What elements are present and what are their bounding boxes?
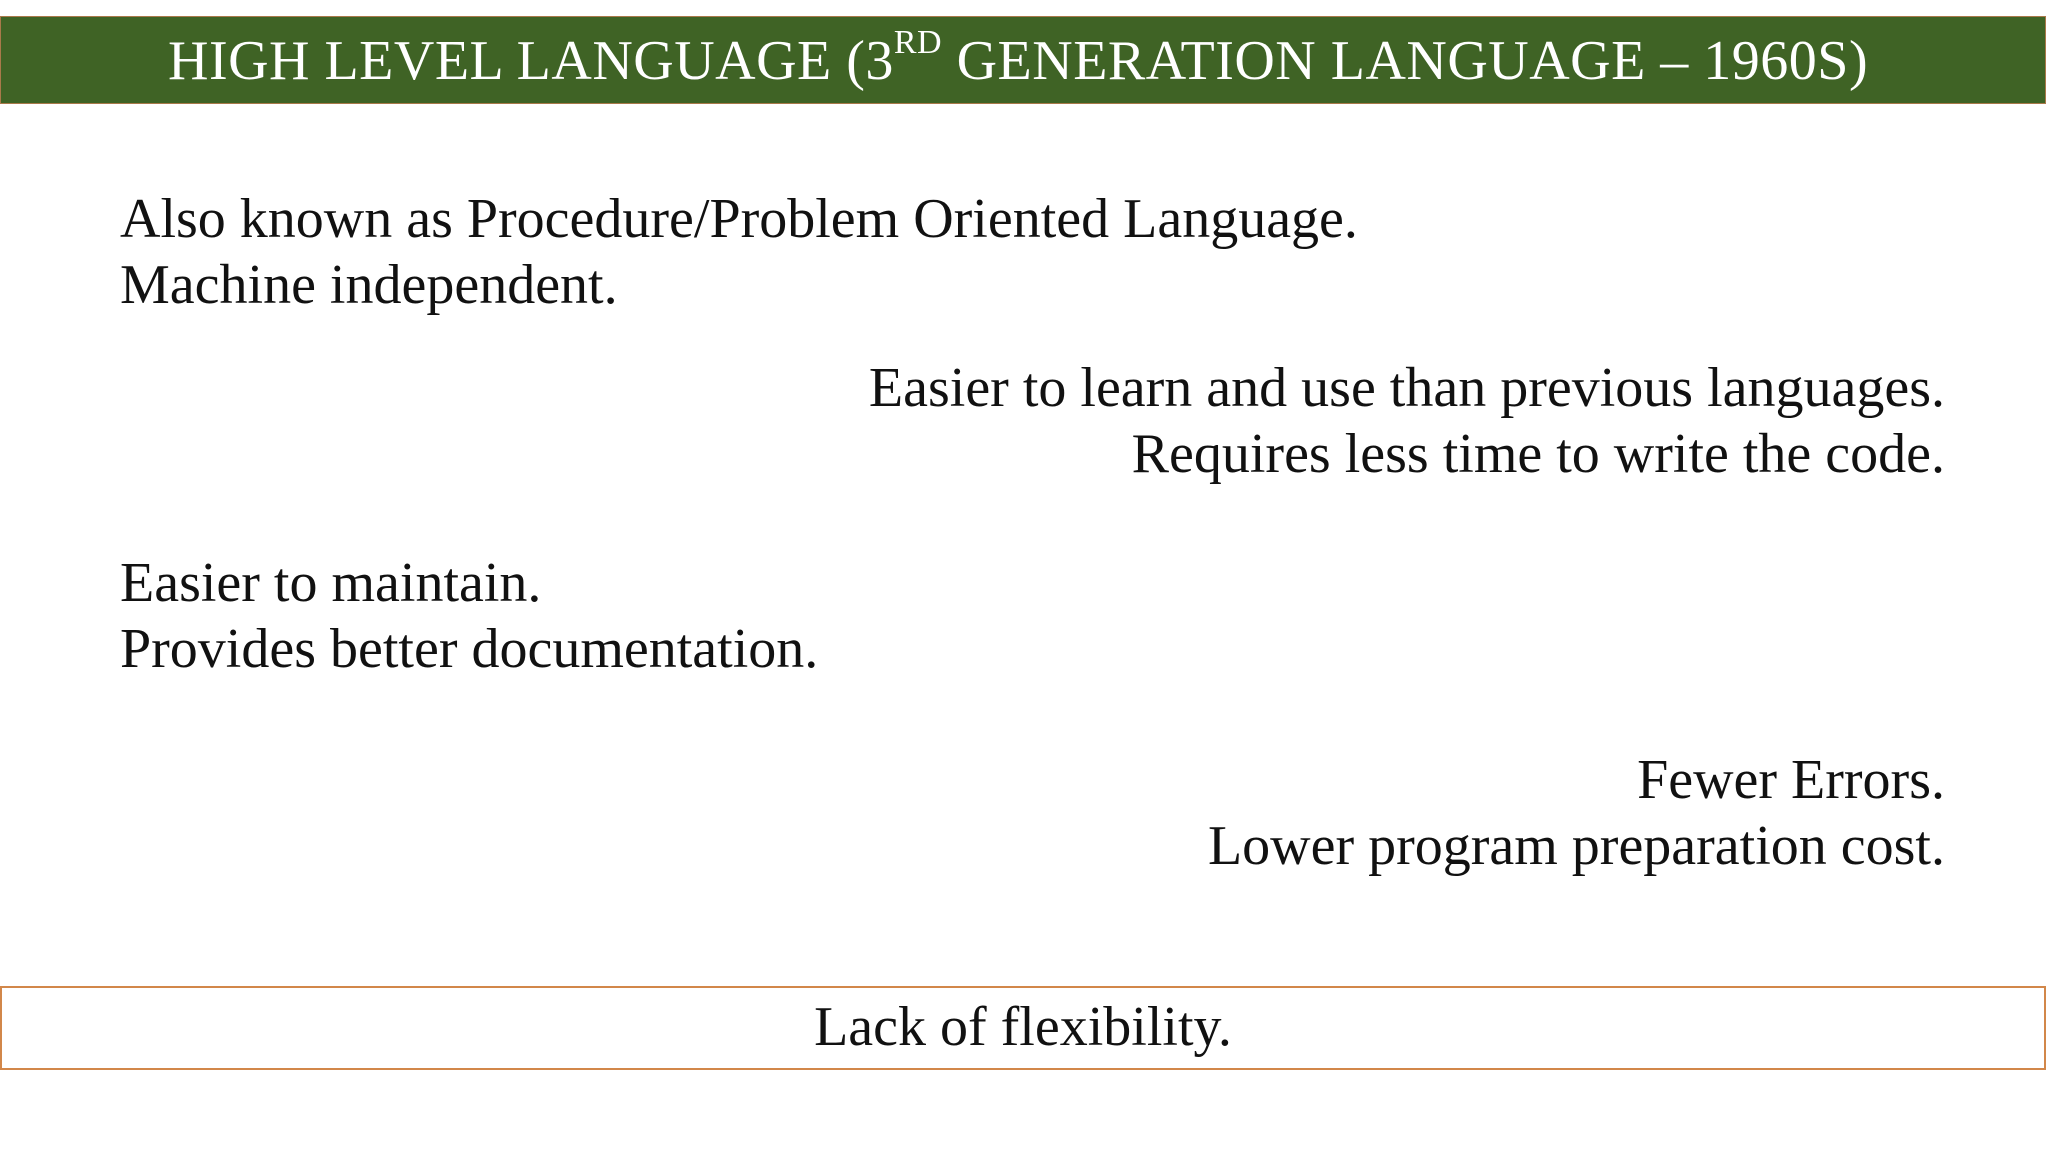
point-less-time: Requires less time to write the code. bbox=[1131, 423, 1945, 485]
title-superscript: RD bbox=[893, 24, 943, 61]
point-easier-to-maintain: Easier to maintain. bbox=[120, 552, 542, 614]
title-bar bbox=[0, 16, 2046, 104]
footer-text: Lack of flexibility. bbox=[814, 996, 1232, 1058]
point-better-documentation: Provides better documentation. bbox=[120, 618, 819, 680]
title-text-rest: GENERATION LANGUAGE – 1960S) bbox=[942, 30, 1869, 92]
point-lower-cost: Lower program preparation cost. bbox=[1207, 815, 1945, 877]
title-text-main: HIGH LEVEL LANGUAGE (3 bbox=[168, 30, 894, 92]
point-easier-to-learn: Easier to learn and use than previous languages. bbox=[868, 357, 1945, 419]
point-machine-independent: Machine independent. bbox=[120, 254, 618, 316]
point-procedure-oriented: Also known as Procedure/Problem Oriented Language. bbox=[120, 188, 1358, 250]
footer-box bbox=[0, 986, 2046, 1070]
slide-title bbox=[168, 24, 1869, 93]
point-fewer-errors: Fewer Errors. bbox=[1637, 749, 1945, 811]
